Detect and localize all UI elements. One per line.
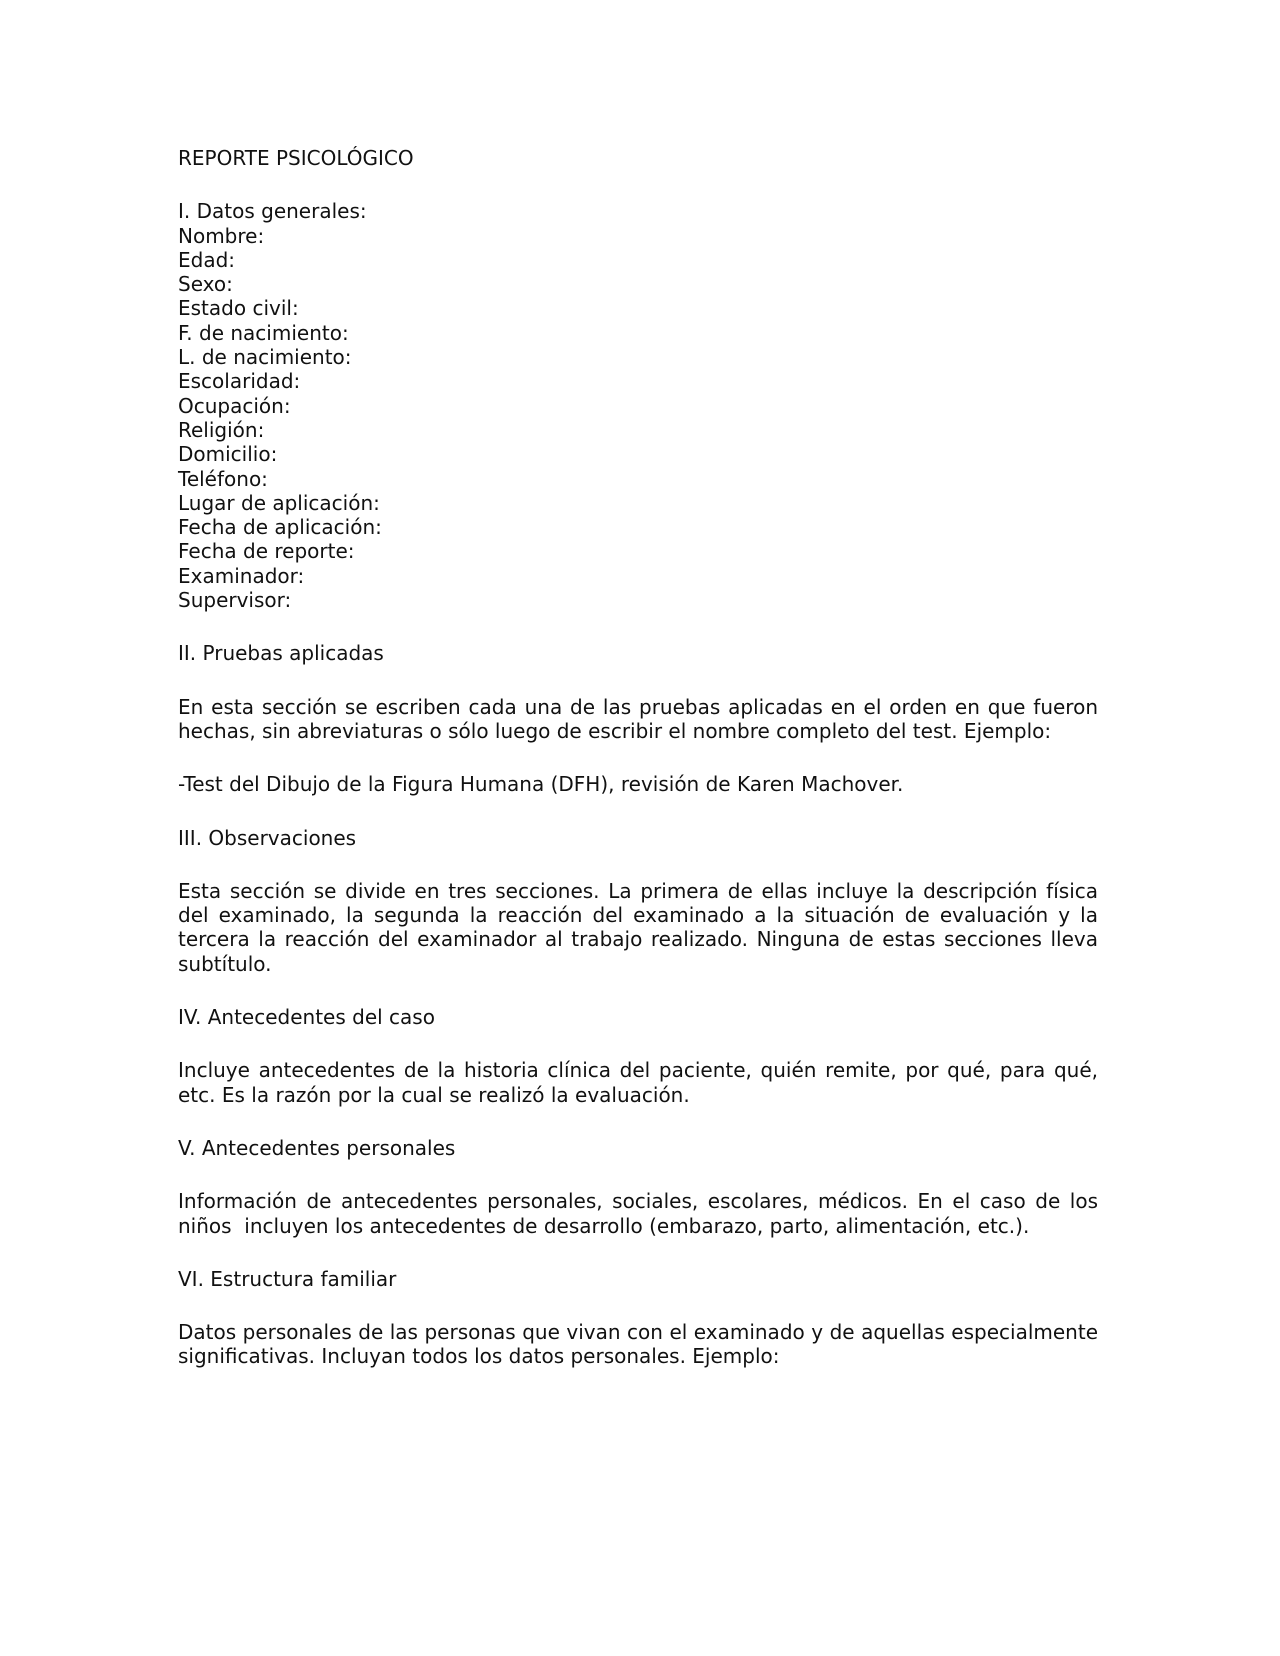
- field-label-supervisor: Supervisor:: [178, 588, 292, 613]
- section-heading-antecedentes-personales: V. Antecedentes personales: [178, 1135, 456, 1160]
- field-label-lugar-aplicacion: Lugar de aplicación:: [178, 490, 380, 515]
- section-heading-datos-generales: I. Datos generales:: [178, 199, 367, 224]
- section-heading-observaciones: III. Observaciones: [178, 825, 357, 850]
- field-label-nombre: Nombre:: [178, 223, 265, 248]
- section-body-antecedentes-caso: Incluye antecedentes de la historia clínica del paciente, quién remite, por qué, para qué, etc. Es la razón por la cual se realizó la evaluación.: [178, 1058, 1098, 1107]
- field-label-estado-civil: Estado civil:: [178, 296, 299, 321]
- field-label-fecha-aplicacion: Fecha de aplicación:: [178, 515, 382, 540]
- field-label-escolaridad: Escolaridad:: [178, 369, 301, 394]
- section-heading-antecedentes-caso: IV. Antecedentes del caso: [178, 1005, 435, 1030]
- field-label-edad: Edad:: [178, 247, 236, 272]
- field-label-fecha-reporte: Fecha de reporte:: [178, 539, 355, 564]
- field-label-ocupacion: Ocupación:: [178, 393, 291, 418]
- field-label-examinador: Examinador:: [178, 563, 305, 588]
- field-label-fecha-nacimiento: F. de nacimiento:: [178, 320, 349, 345]
- section-heading-pruebas-aplicadas: II. Pruebas aplicadas: [178, 641, 384, 666]
- document-body: [178, 146, 1105, 1369]
- field-label-religion: Religión:: [178, 417, 265, 442]
- section-body-observaciones: Esta sección se divide en tres secciones. La primera de ellas incluye la descripción física del examinado, la segunda la reacción del examinado a la situación de evaluación y la tercera la reacción del examinador al trabajo realizado. Ninguna de estas secciones lleva subtítulo.: [178, 878, 1098, 976]
- section-body-pruebas-aplicadas: En esta sección se escriben cada una de las pruebas aplicadas en el orden en que fueron hechas, sin abreviaturas o sólo luego de escribir el nombre completo del test. Ejemplo:: [178, 694, 1098, 743]
- field-label-telefono: Teléfono:: [178, 466, 268, 491]
- section-body-antecedentes-personales: Información de antecedentes personales, sociales, escolares, médicos. En el caso de los niños incluyen los antecedentes de desarrollo (embarazo, parto, alimentación, etc.).: [178, 1189, 1105, 1238]
- field-label-domicilio: Domicilio:: [178, 442, 278, 467]
- general-data-field-list: [178, 224, 1098, 613]
- field-label-lugar-nacimiento: L. de nacimiento:: [178, 345, 352, 370]
- section-example-pruebas-aplicadas: -Test del Dibujo de la Figura Humana (DFH), revisión de Karen Machover.: [178, 772, 904, 797]
- section-body-estructura-familiar: Datos personales de las personas que vivan con el examinado y de aquellas especialmente significativas. Incluyan todos los datos personales. Ejemplo:: [178, 1320, 1098, 1369]
- field-label-sexo: Sexo:: [178, 272, 233, 297]
- section-heading-estructura-familiar: VI. Estructura familiar: [178, 1266, 397, 1291]
- document-title: REPORTE PSICOLÓGICO: [178, 146, 414, 170]
